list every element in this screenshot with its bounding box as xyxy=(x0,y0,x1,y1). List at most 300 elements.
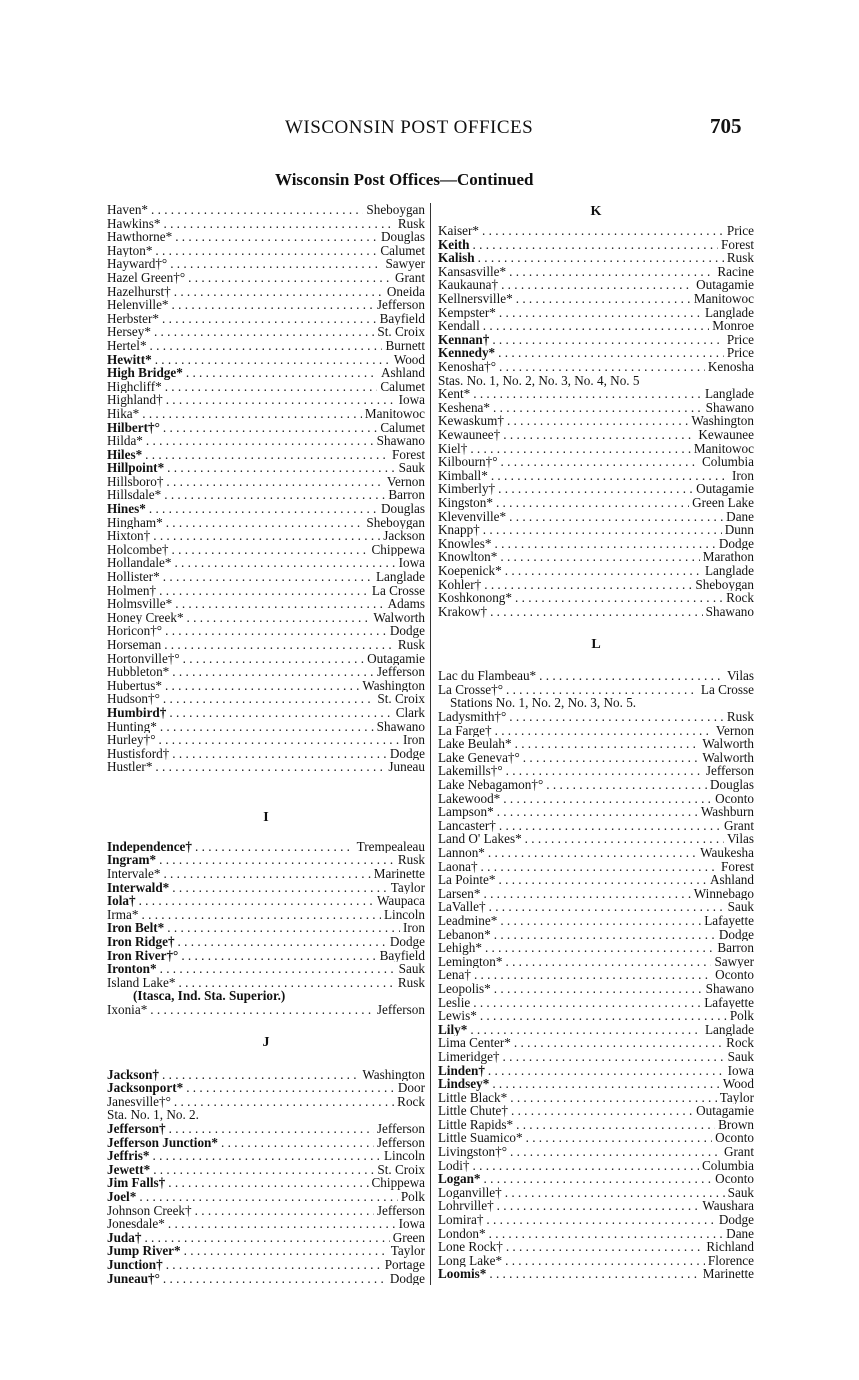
post-office-name: Island Lake* xyxy=(107,975,176,990)
post-office-entry xyxy=(107,257,425,271)
post-office-name: Lindsey* xyxy=(438,1077,490,1091)
leader-dots xyxy=(503,428,695,442)
leader-dots xyxy=(159,853,395,867)
section-spacer xyxy=(107,1017,425,1035)
leader-dots xyxy=(505,1254,705,1268)
leader-dots xyxy=(488,1064,725,1078)
county-name: Taylor xyxy=(390,880,425,895)
post-office-entry xyxy=(438,1199,754,1213)
county-name: Barron xyxy=(717,941,754,955)
post-office-name: Klevenville* xyxy=(438,509,507,524)
leader-dots xyxy=(195,840,354,854)
post-office-name: Juda† xyxy=(107,1230,142,1245)
county-name: Washington xyxy=(362,1067,425,1082)
post-office-name: Jacksonport* xyxy=(107,1081,184,1095)
post-office-entry xyxy=(107,949,425,963)
letter-heading: K xyxy=(590,204,602,219)
county-name: Oconto xyxy=(715,1172,754,1186)
leader-dots xyxy=(150,339,383,353)
leader-dots xyxy=(507,414,688,428)
post-office-entry xyxy=(438,941,754,955)
post-office-entry xyxy=(107,652,425,666)
county-name: St. Croix xyxy=(377,692,425,706)
county-name: Polk xyxy=(400,1189,425,1204)
county-name: Green xyxy=(392,1230,425,1245)
post-office-name: Highcliff* xyxy=(107,379,162,394)
leader-dots xyxy=(493,401,703,415)
post-office-entry xyxy=(438,805,754,819)
post-office-name: Lehigh* xyxy=(438,941,482,955)
post-office-entry xyxy=(438,265,754,279)
leader-dots xyxy=(163,867,370,881)
county-name: Portage xyxy=(384,1257,425,1272)
leader-dots xyxy=(163,692,374,706)
county-name: Waushara xyxy=(702,1199,754,1214)
leader-dots xyxy=(511,1104,693,1118)
post-office-name: Herbster* xyxy=(107,311,159,326)
post-office-name: Helenville* xyxy=(107,298,169,312)
county-name: Walworth xyxy=(702,737,754,751)
post-office-name: Kenosha†° xyxy=(438,360,497,374)
county-name: Vernon xyxy=(715,723,754,738)
leader-dots xyxy=(506,764,703,778)
post-office-entry xyxy=(438,360,754,374)
post-office-name: Hazelhurst† xyxy=(107,284,171,299)
county-name: Washington xyxy=(691,414,754,428)
post-office-name: Keshena* xyxy=(438,400,490,415)
county-name: Grant xyxy=(723,818,754,833)
post-office-entry xyxy=(438,414,754,428)
county-name: La Crosse xyxy=(371,583,425,598)
post-office-entry xyxy=(107,1163,425,1177)
post-office-name: Hayward†° xyxy=(107,257,168,271)
post-office-name: Kellnersville* xyxy=(438,292,513,306)
county-name: Langlade xyxy=(704,563,754,578)
post-office-name: Little Suamico* xyxy=(438,1131,523,1146)
county-name: Dodge xyxy=(718,1213,754,1227)
county-name: Walworth xyxy=(373,610,425,625)
county-name: Iowa xyxy=(398,393,425,407)
leader-dots xyxy=(175,230,378,244)
post-office-name: Highland† xyxy=(107,393,163,407)
post-office-entry xyxy=(107,867,425,881)
leader-dots xyxy=(153,1163,374,1177)
post-office-name: Kimball* xyxy=(438,468,488,483)
post-office-name: Haven* xyxy=(107,203,149,217)
post-office-entry xyxy=(107,611,425,625)
county-name: Dodge xyxy=(718,927,754,942)
leader-dots xyxy=(478,251,724,265)
post-office-name: Kendall xyxy=(438,319,480,333)
leader-dots xyxy=(166,516,364,530)
county-name: Oneida xyxy=(386,284,425,299)
post-office-name: Hortonville†° xyxy=(107,651,180,666)
leader-dots xyxy=(168,1217,396,1231)
leader-dots xyxy=(167,921,400,935)
leader-dots xyxy=(142,407,362,421)
county-name: Taylor xyxy=(390,1244,425,1258)
leader-dots xyxy=(169,706,392,720)
county-name: Shawano xyxy=(705,400,754,415)
post-office-entry xyxy=(107,353,425,367)
section-spacer xyxy=(107,1051,425,1067)
leader-dots xyxy=(515,737,700,751)
leader-dots xyxy=(153,529,380,543)
post-office-entry xyxy=(107,407,425,421)
county-name: Grant xyxy=(723,1145,754,1159)
post-office-name: Hawkins* xyxy=(107,216,161,231)
post-office-entry xyxy=(107,1176,425,1190)
post-office-entry xyxy=(438,996,754,1010)
leader-dots xyxy=(501,455,699,469)
post-office-entry xyxy=(107,543,425,557)
county-name: Chippewa xyxy=(371,542,425,557)
county-name: Shawano xyxy=(705,604,754,619)
county-name: Chippewa xyxy=(371,1176,425,1190)
leader-dots xyxy=(484,578,692,592)
county-name: Iowa xyxy=(727,1063,754,1078)
county-name: Jackson xyxy=(383,529,425,543)
leader-dots xyxy=(162,312,377,326)
post-office-name: Hawthorne* xyxy=(107,230,173,244)
county-name: Adams xyxy=(387,597,425,611)
post-office-entry xyxy=(438,306,754,320)
post-office-entry xyxy=(107,747,425,761)
county-name: Florence xyxy=(707,1253,754,1268)
post-office-name: Jackson† xyxy=(107,1067,160,1082)
post-office-entry xyxy=(107,706,425,720)
post-office-name: Hustler* xyxy=(107,760,153,774)
leader-dots xyxy=(163,217,394,231)
leader-dots xyxy=(509,510,723,524)
post-office-name: Interwald* xyxy=(107,880,170,895)
county-name: Rusk xyxy=(726,710,754,724)
post-office-entry xyxy=(107,339,425,353)
leader-dots xyxy=(470,1023,702,1037)
post-office-name: Lomira† xyxy=(438,1213,484,1227)
post-office-entry xyxy=(107,935,425,949)
county-name: Ashland xyxy=(381,366,425,380)
post-office-entry xyxy=(438,710,754,724)
post-office-name: Hollister* xyxy=(107,570,160,584)
post-office-entry xyxy=(438,442,754,456)
leader-dots xyxy=(484,1172,713,1186)
post-office-entry xyxy=(107,1190,425,1204)
post-office-entry xyxy=(438,455,754,469)
county-name: Rusk xyxy=(397,638,425,652)
county-name: Price xyxy=(726,332,754,347)
post-office-name: Horseman xyxy=(107,638,162,652)
post-office-name: Knapp† xyxy=(438,523,480,537)
leader-dots xyxy=(546,778,707,792)
county-name: Columbia xyxy=(701,1158,754,1173)
post-office-entry xyxy=(438,1240,754,1254)
leader-dots xyxy=(494,982,703,996)
county-name: Dane xyxy=(726,509,754,524)
post-office-name: Hudson†° xyxy=(107,692,160,706)
post-office-entry xyxy=(438,469,754,483)
leader-dots xyxy=(526,1131,713,1145)
post-office-name: Iola† xyxy=(107,894,136,908)
post-office-entry xyxy=(107,244,425,258)
post-office-name: Hilda* xyxy=(107,434,143,448)
post-office-name: LaValle† xyxy=(438,900,486,914)
post-office-name: Holmsville* xyxy=(107,597,173,611)
post-office-name: Lake Geneva†° xyxy=(438,750,520,765)
post-office-entry xyxy=(107,720,425,734)
post-office-name: Hika* xyxy=(107,406,140,421)
post-office-name: Larsen* xyxy=(438,886,481,901)
post-office-entry xyxy=(438,482,754,496)
post-office-name: Hubbleton* xyxy=(107,665,170,679)
county-name: Dane xyxy=(726,1226,754,1241)
post-office-entry xyxy=(107,638,425,652)
post-office-entry xyxy=(438,1145,754,1159)
post-office-name: Ladysmith†° xyxy=(438,710,507,724)
leader-dots xyxy=(186,1081,395,1095)
leader-dots xyxy=(149,502,378,516)
county-name: Iron xyxy=(403,921,425,936)
post-office-entry xyxy=(107,1122,425,1136)
post-office-name: Kimberly† xyxy=(438,482,496,496)
leader-dots xyxy=(142,908,381,922)
county-name: Manitowoc xyxy=(364,406,425,421)
post-office-entry xyxy=(438,1131,754,1145)
leader-dots xyxy=(499,819,721,833)
post-office-name: Junction† xyxy=(107,1257,163,1272)
post-office-name: Hubertus* xyxy=(107,678,162,693)
post-office-entry xyxy=(107,881,425,895)
post-office-name: Lima Center* xyxy=(438,1036,511,1050)
leader-dots xyxy=(506,683,698,697)
county-name: Jefferson xyxy=(376,665,425,679)
leader-dots xyxy=(152,1149,380,1163)
leader-dots xyxy=(497,805,698,819)
letter-heading: J xyxy=(262,1035,270,1051)
post-office-name: Knowlton* xyxy=(438,550,498,564)
county-name: Door xyxy=(397,1081,425,1095)
leader-dots xyxy=(480,1009,727,1023)
leader-dots xyxy=(496,496,689,510)
county-name: Oconto xyxy=(715,1131,754,1146)
post-office-name: Lone Rock† xyxy=(438,1240,503,1254)
leader-dots xyxy=(510,1145,721,1159)
leader-dots xyxy=(163,421,377,435)
leader-dots xyxy=(489,1267,699,1281)
leader-dots xyxy=(509,710,724,724)
post-office-entry xyxy=(107,217,425,231)
leader-dots xyxy=(174,556,395,570)
page-number: 705 xyxy=(710,114,742,138)
leader-dots xyxy=(166,1258,382,1272)
post-office-name: Jeffris* xyxy=(107,1149,150,1163)
leader-dots xyxy=(499,360,705,374)
leader-dots xyxy=(145,448,389,462)
county-name: Shawano xyxy=(705,981,754,996)
leader-dots xyxy=(492,1077,720,1091)
leader-dots xyxy=(160,962,396,976)
post-office-entry xyxy=(438,1159,754,1173)
post-office-entry xyxy=(107,1258,425,1272)
post-office-entry xyxy=(438,1077,754,1091)
post-office-name: Kewaunee† xyxy=(438,427,501,442)
post-office-name: Hixton† xyxy=(107,529,151,543)
leader-dots xyxy=(499,873,708,887)
leader-dots xyxy=(162,1068,359,1082)
leader-dots xyxy=(491,469,729,483)
post-office-name: Juneau†° xyxy=(107,1271,160,1286)
county-name: Langlade xyxy=(704,1022,754,1037)
leader-dots xyxy=(155,760,385,774)
leader-dots xyxy=(503,792,712,806)
post-office-name: Knowles* xyxy=(438,536,492,551)
county-name: Douglas xyxy=(381,502,425,516)
county-name: Price xyxy=(726,346,754,361)
county-name: Forest xyxy=(721,859,754,874)
leader-dots xyxy=(160,720,374,734)
post-office-entry xyxy=(107,1272,425,1286)
post-office-entry xyxy=(107,516,425,530)
post-office-name: Leadmine* xyxy=(438,913,498,928)
county-name: Vernon xyxy=(386,474,425,489)
post-office-name: Hersey* xyxy=(107,325,151,339)
post-office-entry xyxy=(107,1068,425,1082)
post-office-entry xyxy=(438,1023,754,1037)
post-office-entry xyxy=(107,733,425,747)
county-name: Sheboygan xyxy=(366,515,425,530)
post-office-name: Jim Falls† xyxy=(107,1176,166,1190)
post-office-entry xyxy=(107,1003,425,1017)
county-name: Clark xyxy=(395,705,425,720)
post-office-entry xyxy=(107,976,425,990)
county-name: Iowa xyxy=(398,556,425,571)
leader-dots xyxy=(488,846,697,860)
leader-dots xyxy=(155,353,391,367)
post-office-name: Lodi† xyxy=(438,1158,470,1173)
post-office-entry xyxy=(438,523,754,537)
leader-dots xyxy=(172,543,369,557)
post-office-entry xyxy=(107,393,425,407)
section-spacer xyxy=(107,774,425,809)
post-office-entry xyxy=(438,1172,754,1186)
county-name: Rusk xyxy=(397,853,425,868)
post-office-name: Lebanon* xyxy=(438,927,491,942)
county-name: Dodge xyxy=(389,624,425,638)
county-name: Lafayette xyxy=(704,913,754,928)
post-office-entry xyxy=(107,584,425,598)
post-office-name: Lakewood* xyxy=(438,791,501,806)
post-office-name: Joel* xyxy=(107,1189,137,1204)
post-office-name: Hillpoint* xyxy=(107,461,165,475)
county-name: Manitowoc xyxy=(693,292,754,306)
post-office-name: Holmen† xyxy=(107,583,157,598)
post-office-name: Kingston* xyxy=(438,495,493,510)
right-column xyxy=(438,203,754,1281)
section-spacer xyxy=(438,653,754,669)
leader-dots xyxy=(525,832,724,846)
post-office-entry xyxy=(107,1095,425,1109)
post-office-name: Kansasville* xyxy=(438,264,507,279)
county-name: Monroe xyxy=(712,319,754,333)
post-office-entry xyxy=(107,1149,425,1163)
post-office-entry xyxy=(438,278,754,292)
leader-dots xyxy=(139,894,374,908)
leader-dots xyxy=(164,638,395,652)
leader-dots xyxy=(501,278,693,292)
county-name: Racine xyxy=(717,264,754,279)
post-office-name: Little Chute† xyxy=(438,1104,508,1118)
post-office-entry xyxy=(107,962,425,976)
post-office-name: Lake Beulah* xyxy=(438,737,512,751)
county-name: Richland xyxy=(706,1240,754,1254)
county-name: Sheboygan xyxy=(695,577,754,592)
county-name: St. Croix xyxy=(377,1162,425,1177)
leader-dots xyxy=(510,1091,717,1105)
post-office-entry xyxy=(107,908,425,922)
post-office-entry xyxy=(107,679,425,693)
section-subtitle: Wisconsin Post Offices—Continued xyxy=(275,170,534,189)
post-office-name: Loganville† xyxy=(438,1185,502,1200)
post-office-entry xyxy=(438,401,754,415)
station-note: Sta. No. 1, No. 2. xyxy=(107,1107,199,1123)
post-office-entry xyxy=(438,860,754,874)
county-name: Lafayette xyxy=(704,995,754,1010)
leader-dots xyxy=(490,605,703,619)
county-name: Waupaca xyxy=(377,894,425,908)
leader-dots xyxy=(151,203,363,217)
post-office-entry xyxy=(107,1204,425,1218)
leader-dots xyxy=(166,393,396,407)
leader-dots xyxy=(486,1213,715,1227)
leader-dots xyxy=(473,238,719,252)
county-name: Bayfield xyxy=(379,948,425,963)
post-office-entry xyxy=(438,1104,754,1118)
post-office-name: Lohrville† xyxy=(438,1199,494,1214)
county-name: Green Lake xyxy=(692,495,754,510)
station-note: Stas. No. 1, No. 2, No. 3, No. 4, No. 5 xyxy=(438,372,640,388)
leader-dots xyxy=(139,1190,398,1204)
county-name: Shawano xyxy=(376,434,425,448)
leader-dots xyxy=(498,482,693,496)
letter-heading: I xyxy=(263,810,269,826)
leader-dots xyxy=(159,733,401,747)
post-office-entry xyxy=(107,570,425,584)
county-name: Polk xyxy=(729,1009,754,1023)
post-office-name: Lake Nebagamon†° xyxy=(438,778,544,792)
leader-dots xyxy=(221,1136,374,1150)
post-office-entry xyxy=(107,312,425,326)
post-office-entry xyxy=(107,502,425,516)
leader-dots xyxy=(174,1095,394,1109)
post-office-entry xyxy=(107,597,425,611)
post-office-name: Iron Ridge† xyxy=(107,935,175,949)
leader-dots xyxy=(489,900,725,914)
post-office-name: La Crosse†° xyxy=(438,682,503,697)
post-office-name: Horicon†° xyxy=(107,624,163,638)
leader-dots xyxy=(492,333,724,347)
station-note: Stations No. 1, No. 2, No. 3, No. 5. xyxy=(450,695,637,711)
county-name: Marathon xyxy=(702,550,754,564)
leader-dots xyxy=(195,1204,374,1218)
county-name: Calumet xyxy=(380,420,425,435)
leader-dots xyxy=(516,1118,715,1132)
leader-dots xyxy=(473,387,702,401)
post-office-entry xyxy=(438,292,754,306)
county-name: Dodge xyxy=(389,746,425,761)
leader-dots xyxy=(178,976,394,990)
county-name: Manitowoc xyxy=(693,441,754,456)
leader-dots xyxy=(505,955,711,969)
